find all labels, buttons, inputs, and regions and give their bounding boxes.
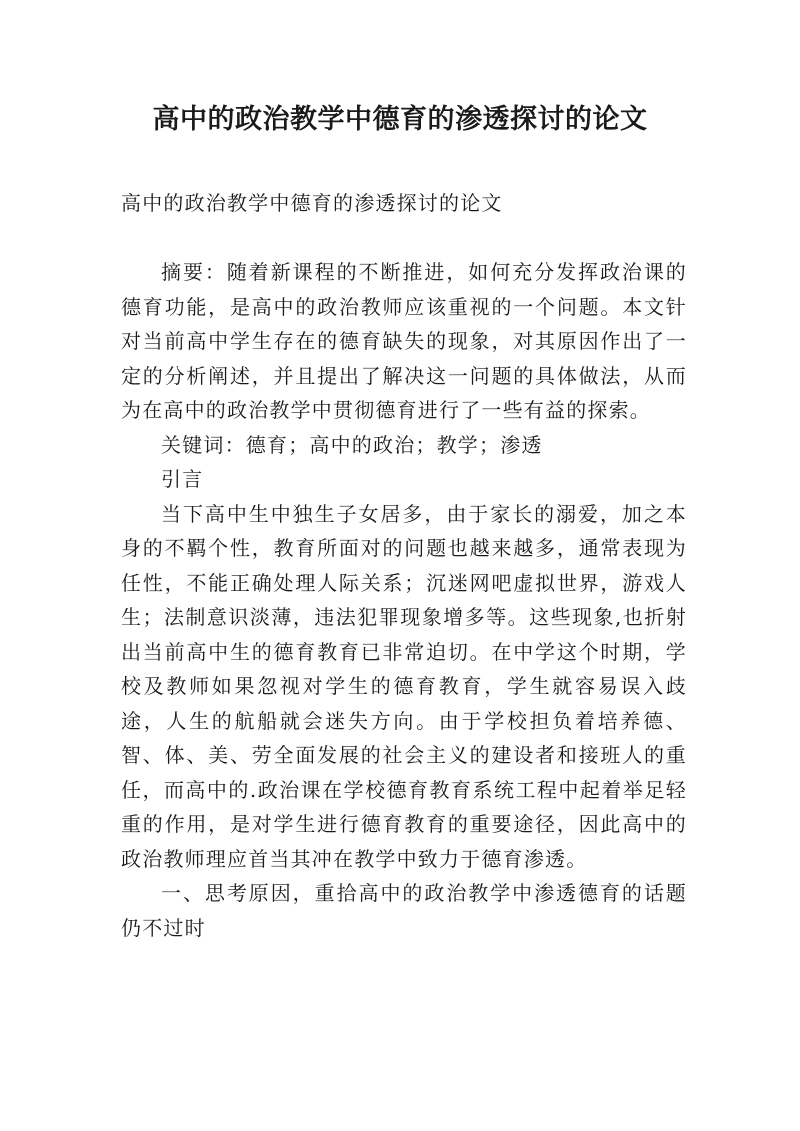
document-title: 高中的政治教学中德育的渗透探讨的论文 [152, 104, 648, 135]
abstract-paragraph: 摘要：随着新课程的不断推进，如何充分发挥政治课的德育功能，是高中的政治教师应该重视的一个问题。本文针对当前高中学生存在的德育缺失的现象，对其原因作出了一定的分析阐述，并且提出了解决这一问题的具体做法，从而为在高中的政治教学中贯彻德育进行了一些有益的探索。 [121, 260, 687, 422]
keywords-line: 关键词：德育；高中的政治；教学；渗透 [161, 432, 543, 457]
document-subtitle: 高中的政治教学中德育的渗透探讨的论文 [121, 191, 503, 215]
section-heading: 一、思考原因，重拾高中的政治教学中渗透德育的话题仍不过时 [121, 881, 687, 940]
document-body [121, 186, 687, 945]
intro-heading: 引言 [161, 467, 204, 491]
intro-paragraph: 当下高中生中独生子女居多，由于家长的溺爱，加之本身的不羁个性，教育所面对的问题也越来越多，通常表现为任性，不能正确处理人际关系；沉迷网吧虚拟世界，游戏人生；法制意识淡薄，违法犯罪现象增多等。这些现象,也折射出当前高中生的德育教育已非常迫切。在中学这个时期，学校及教师如果忽视对学生的德育教育，学生就容易误入歧途，人生的航船就会迷失方向。由于学校担负着培养德、智、体、美、劳全面发展的社会主义的建设者和接班人的重任，而高中的.政治课在学校德育教育系统工程中起着举足轻重的作用，是对学生进行德育教育的重要途径，因此高中的政治教师理应首当其冲在教学中致力于德育渗透。 [121, 501, 687, 871]
